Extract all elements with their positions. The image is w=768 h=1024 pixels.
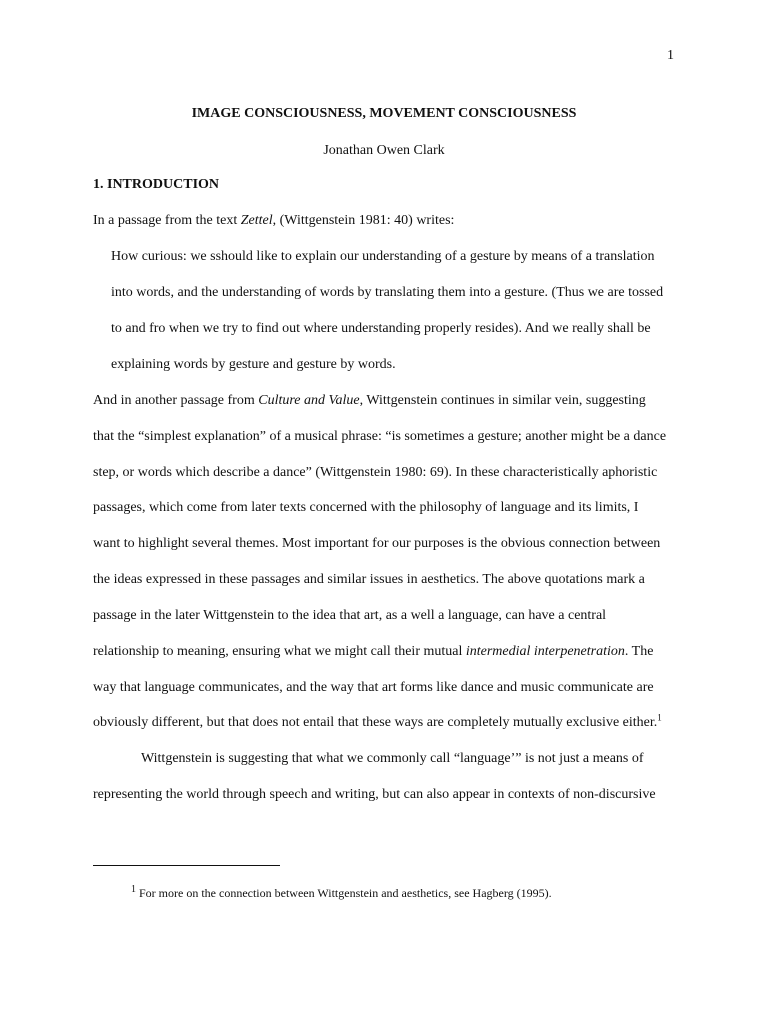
paragraph-line: passages, which come from later texts concerned with the philosophy of language and its limits, I [93, 500, 639, 515]
quote-line: explaining words by gesture and gesture by words. [111, 357, 396, 372]
footnote [131, 886, 552, 901]
para1-last-text: obviously different, but that does not entail that these ways are completely mutually exclusive either. [93, 715, 658, 730]
paragraph-line [93, 642, 653, 662]
para1-italic-term: intermedial interpenetration [465, 644, 625, 659]
footnote-reference[interactable]: 1 [657, 712, 662, 723]
footnote-text: For more on the connection between Wittgenstein and aesthetics, see Hagberg (1995). [136, 886, 552, 900]
page-number: 1 [667, 48, 674, 63]
paragraph-line: the ideas expressed in these passages and similar issues in aesthetics. The above quotations mark a [93, 572, 645, 587]
para1-first-italic: Culture and Value [258, 393, 360, 408]
paragraph-line: that the “simplest explanation” of a musical phrase: “is sometimes a gesture; another might be a dance [93, 429, 667, 444]
para1-first-after: , Wittgenstein continues in similar vein, suggesting [359, 393, 646, 408]
paragraph-line: step, or words which describe a dance” (Wittgenstein 1980: 69). In these characteristically aphoristic [93, 465, 658, 480]
footnote-divider [93, 865, 280, 866]
para1-italic-after: . The [624, 644, 654, 659]
paragraph-line: way that language communicates, and the way that art forms like dance and music communicate are [93, 680, 654, 695]
footnote-mark: 1 [131, 884, 136, 895]
intro-line-after: , (Wittgenstein 1981: 40) writes: [272, 213, 455, 228]
paragraph-line: want to highlight several themes. Most important for our purposes is the obvious connection between [93, 536, 661, 551]
quote-line: How curious: we sshould like to explain our understanding of a gesture by means of a translation [111, 249, 655, 264]
para1-italic-before: relationship to meaning, ensuring what we might call their mutual [93, 644, 466, 659]
section-heading: 1. INTRODUCTION [93, 177, 220, 192]
intro-line-italic: Zettel [240, 213, 273, 228]
intro-line-before: In a passage from the text [93, 213, 241, 228]
author-name: Jonathan Owen Clark [323, 143, 445, 158]
quote-line: to and fro when we try to find out where understanding properly resides). And we really shall be [111, 321, 651, 336]
intro-line [93, 211, 454, 231]
paragraph-line: passage in the later Wittgenstein to the idea that art, as a well a language, can have a central [93, 608, 607, 623]
paragraph-line [93, 391, 646, 411]
para1-first-before: And in another passage from [93, 393, 259, 408]
paragraph-line [93, 713, 662, 733]
quote-line: into words, and the understanding of words by translating them into a gesture. (Thus we are tossed [111, 285, 664, 300]
paragraph-line: Wittgenstein is suggesting that what we commonly call “language’” is not just a means of [141, 751, 644, 766]
paper-title: IMAGE CONSCIOUSNESS, MOVEMENT CONSCIOUSNESS [191, 106, 577, 121]
paragraph-line: representing the world through speech and writing, but can also appear in contexts of non-discursive [93, 787, 656, 802]
